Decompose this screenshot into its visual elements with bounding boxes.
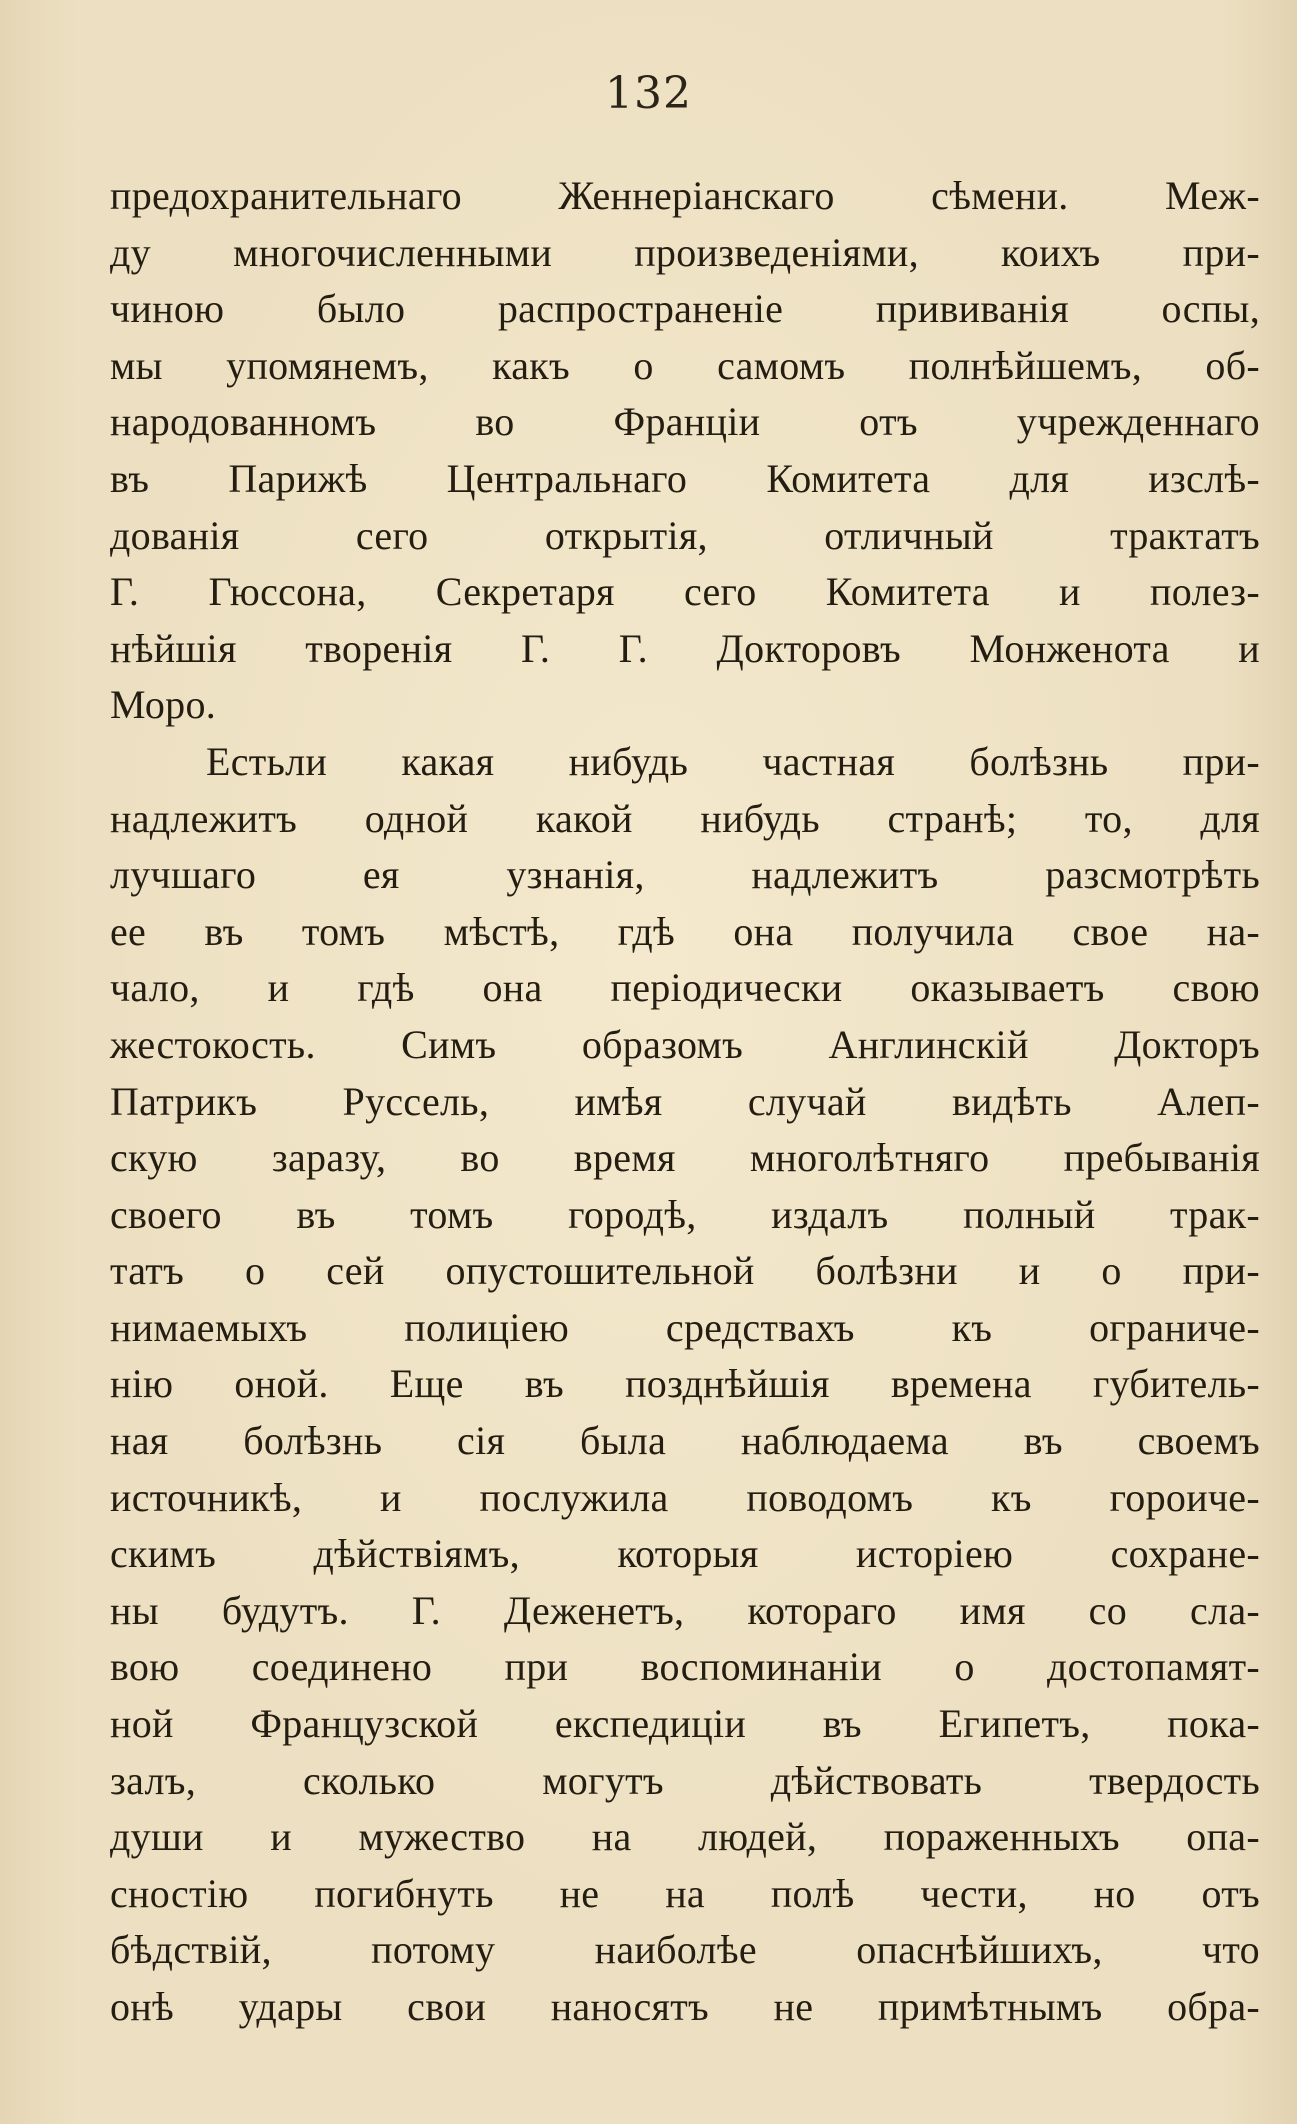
text-line: нимаемыхъ полиціею средствахъ къ ограниче- — [110, 1304, 1260, 1350]
text-line: татъ о сей опустошительной болѣзни и о при- — [110, 1248, 1260, 1294]
text-line: ду многочисленными произведеніями, коихъ при- — [110, 229, 1260, 275]
text-line: бѣдствій, потому наиболѣе опаснѣйшихъ, что — [110, 1927, 1260, 1973]
text-line: народованномъ во Франціи отъ учрежденнаго — [110, 399, 1260, 445]
page-number: 132 — [605, 68, 692, 119]
text-line: жестокость. Симъ образомъ Англинскій Докторъ — [110, 1021, 1260, 1067]
text-line: чало, и гдѣ она періодически оказываетъ свою — [110, 965, 1260, 1011]
text-line: Патрикъ Руссель, имѣя случай видѣть Алеп- — [110, 1078, 1260, 1124]
text-line: лучшаго ея узнанія, надлежитъ разсмотрѣть — [110, 852, 1260, 898]
paragraph-2 — [110, 734, 1260, 2036]
text-line: души и мужество на людей, пораженныхъ опа- — [110, 1814, 1260, 1860]
body-text — [110, 168, 1260, 2036]
text-line: скую заразу, во время многолѣтняго пребыванія — [110, 1135, 1260, 1181]
text-line: Г. Гюссона, Секретаря сего Комитета и полез- — [110, 569, 1260, 615]
text-line: Моро. — [110, 682, 217, 728]
text-line: мы упомянемъ, какъ о самомъ полнѣйшемъ, об- — [110, 342, 1260, 388]
text-line: ны будутъ. Г. Деженетъ, котораго имя со сла- — [110, 1587, 1260, 1633]
text-line: ее въ томъ мѣстѣ, гдѣ она получила свое на- — [110, 908, 1260, 954]
text-line: вою соединено при воспоминаніи о достопамят- — [110, 1644, 1260, 1690]
text-line: въ Парижѣ Центральнаго Комитета для изслѣ- — [110, 455, 1260, 501]
text-line: нію оной. Еще въ позднѣйшія времена губитель- — [110, 1361, 1260, 1407]
text-line: онѣ удары свои наносятъ не примѣтнымъ обра- — [110, 1984, 1260, 2029]
text-line: скимъ дѣйствіямъ, которыя исторіею сохране- — [110, 1531, 1260, 1577]
text-line: чиною было распространеніе прививанія оспы, — [110, 286, 1260, 332]
text-line: своего въ томъ городѣ, издалъ полный трак- — [110, 1191, 1260, 1237]
text-line: надлежитъ одной какой нибудь странѣ; то, для — [110, 795, 1260, 841]
text-line: источникѣ, и послужила поводомъ къ гороиче- — [110, 1474, 1260, 1520]
text-line: предохранительнаго Женнеріанскаго сѣмени. Меж- — [110, 173, 1260, 218]
text-line: дованія сего открытія, отличный трактатъ — [110, 512, 1260, 558]
text-line: ной Французской експедиціи въ Египетъ, пока- — [110, 1701, 1260, 1747]
text-line: нѣйшія творенія Г. Г. Докторовъ Монженота и — [110, 625, 1260, 671]
text-line: сностію погибнуть не на полѣ чести, но отъ — [110, 1870, 1260, 1916]
text-line: Естьли какая нибудь частная болѣзнь при- — [206, 738, 1260, 784]
paragraph-1 — [110, 168, 1260, 734]
text-line: залъ, сколько могутъ дѣйствовать твердость — [110, 1757, 1260, 1803]
text-line: ная болѣзнь сія была наблюдаема въ своемъ — [110, 1418, 1260, 1464]
